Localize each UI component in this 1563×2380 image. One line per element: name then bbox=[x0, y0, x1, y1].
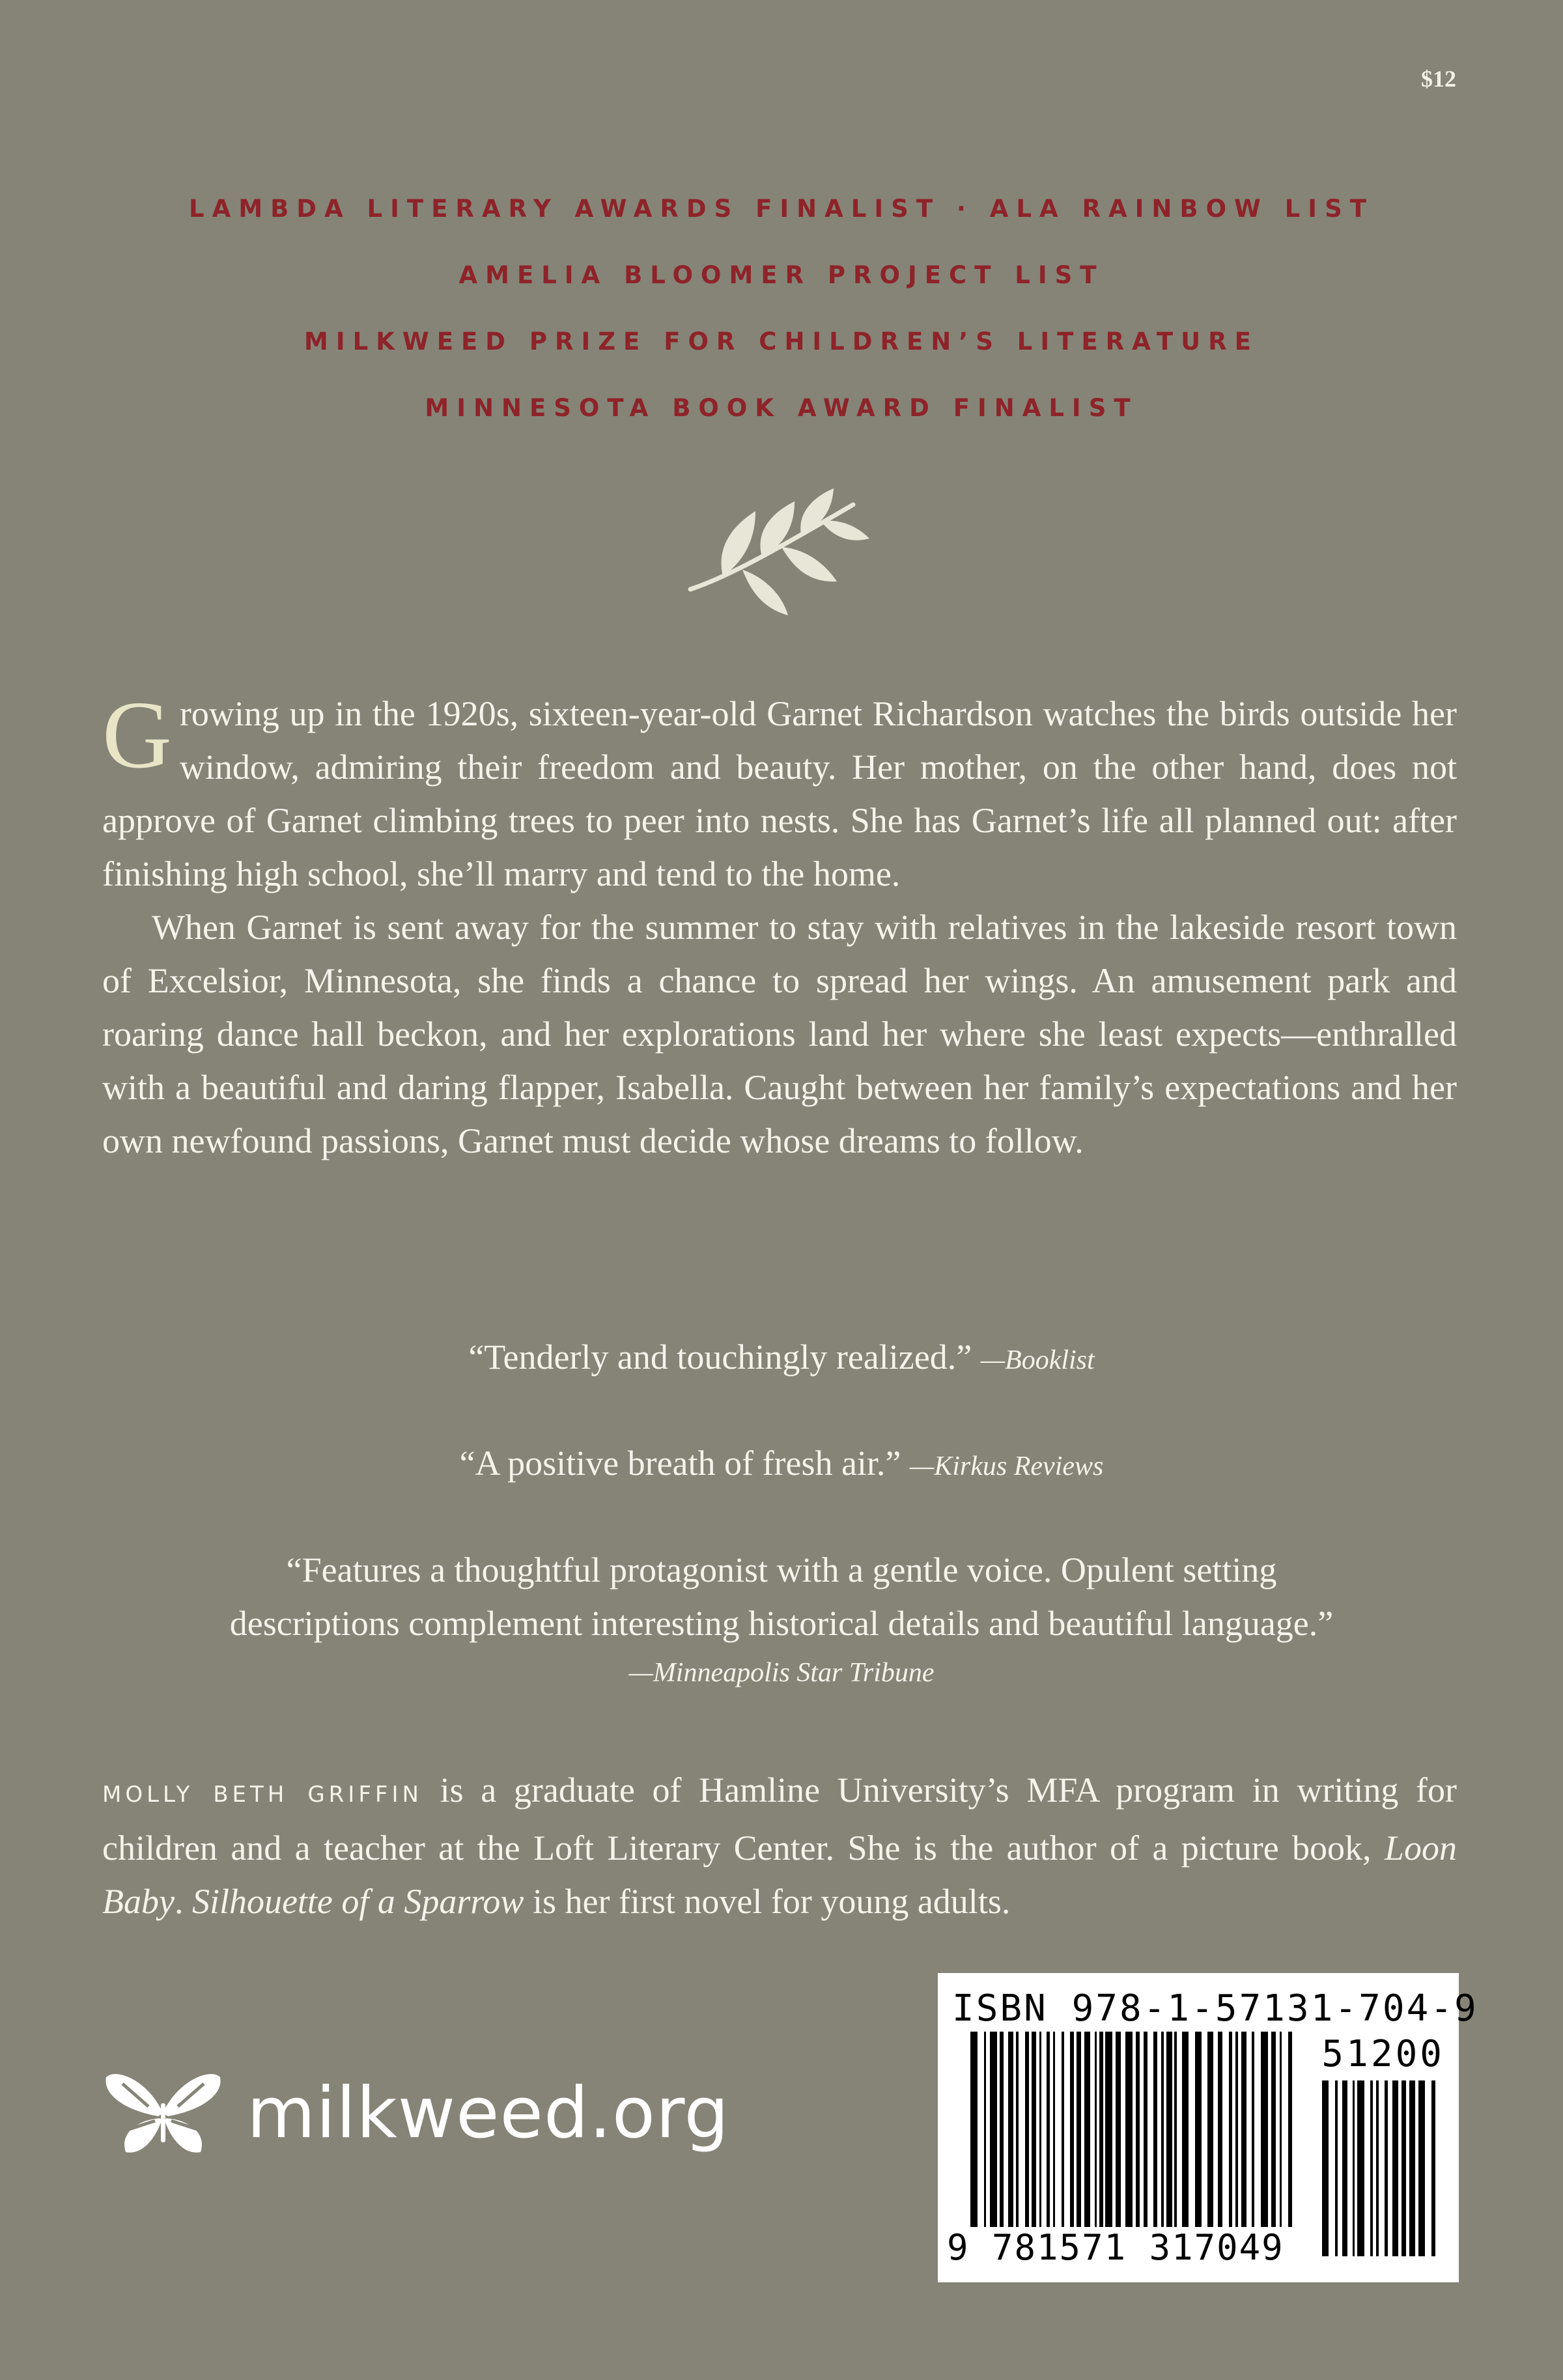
book-title: Loon Baby bbox=[102, 1828, 1457, 1921]
review-quote bbox=[0, 1543, 1563, 1696]
award-line: LAMBDA LITERARY AWARDS FINALIST · ALA RAINBOW LIST bbox=[189, 195, 1374, 223]
isbn-barcode bbox=[938, 1973, 1478, 2282]
awards-list bbox=[0, 176, 1563, 441]
quote-source: —Minneapolis Star Tribune bbox=[628, 1658, 935, 1688]
book-title: Silhouette of a Sparrow bbox=[191, 1882, 524, 1921]
quote-source: —Kirkus Reviews bbox=[909, 1451, 1104, 1481]
barcode-digits: 9 781571 317049 bbox=[947, 2227, 1288, 2268]
price-label: $12 bbox=[1421, 66, 1456, 92]
quote-text: “Features a thoughtful protagonist with a gentle voice. Opulent setting bbox=[286, 1550, 1277, 1589]
description-text: rowing up in the 1920s, sixteen-year-old Garnet Richardson watches the birds outside her window, admiring their freedom and beauty. Her mother, on the other hand, does not approve of Garnet climbing trees to peer into nests. She has Garnet’s life all planned out: after finishing high school, she’ll marry and tend to the home. bbox=[102, 694, 1457, 893]
author-bio bbox=[102, 1763, 1457, 1928]
award-line: MILKWEED PRIZE FOR CHILDREN’S LITERATURE bbox=[304, 328, 1259, 356]
award-line: MINNESOTA BOOK AWARD FINALIST bbox=[425, 394, 1138, 422]
bio-text: is a graduate of Hamline University’s MFA program in writing for children and a teacher at the Loft Literary Center. She is the author of a picture book, bbox=[102, 1771, 1457, 1868]
quote-text: “A positive breath of fresh air.” bbox=[459, 1444, 901, 1483]
butterfly-icon bbox=[103, 2067, 223, 2159]
book-description bbox=[102, 682, 1457, 1168]
quote-text: descriptions complement interesting historical details and beautiful language.” bbox=[229, 1604, 1334, 1643]
publisher-logo bbox=[103, 2067, 729, 2159]
isbn-label: ISBN 978-1-57131-704-9 bbox=[952, 1987, 1478, 2030]
leaf-sprig-icon bbox=[684, 479, 879, 622]
publisher-url: milkweed.org bbox=[247, 2072, 729, 2154]
description-paragraph-1 bbox=[102, 682, 1457, 901]
award-line: AMELIA BLOOMER PROJECT LIST bbox=[458, 261, 1105, 289]
barcode-price-code: 51200 bbox=[1321, 2033, 1444, 2075]
price-barcode-bars bbox=[1322, 2080, 1443, 2256]
review-quote bbox=[0, 1436, 1563, 1493]
quote-text: “Tenderly and touchingly realized.” bbox=[468, 1337, 972, 1377]
barcode-bars bbox=[970, 2032, 1296, 2227]
author-name: MOLLY BETH GRIFFIN bbox=[102, 1782, 423, 1808]
description-paragraph-2: When Garnet is sent away for the summer to stay with relatives in the lakeside resort town of Excelsior, Minnesota, she finds a chance to spread her wings. An amusement park and roaring dance hall beckon, and her explorations land her where she least expects—enthralled with a beautiful and daring flapper, Isabella. Caught between her family’s expectations and her own newfound passions, Garnet must decide whose dreams to follow. bbox=[102, 908, 1457, 1160]
review-quote bbox=[0, 1330, 1563, 1387]
quote-source: —Booklist bbox=[980, 1345, 1095, 1375]
bio-text: is her first novel for young adults. bbox=[524, 1882, 1011, 1921]
drop-cap: G bbox=[102, 682, 172, 789]
bio-text: . bbox=[174, 1882, 192, 1921]
